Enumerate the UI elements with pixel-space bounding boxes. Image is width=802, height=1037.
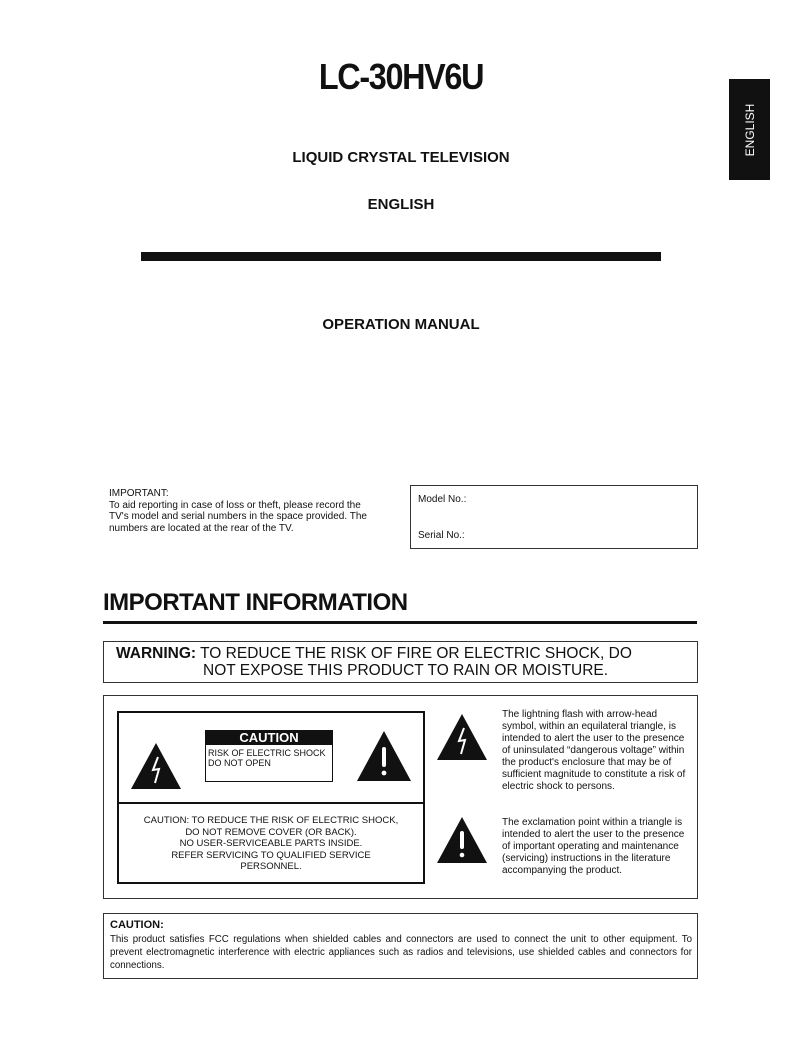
caution-label-graphic: [117, 711, 425, 884]
product-subtitle: LIQUID CRYSTAL TELEVISION: [292, 149, 510, 166]
warning-line2: NOT EXPOSE THIS PRODUCT TO RAIN OR MOISTURE.: [203, 662, 609, 679]
warning-box: [103, 641, 698, 683]
caution-divider: [119, 802, 423, 804]
important-text: To aid reporting in case of loss or theft, please record the TV's model and serial numbers in the space provided. The numbers are located at the rear of the TV.: [109, 499, 367, 534]
record-box: [410, 485, 698, 549]
caution-notice-line: DO NOT REMOVE COVER (OR BACK).: [185, 826, 357, 838]
important-note: [109, 488, 379, 534]
model-number-label: Model No.:: [418, 494, 467, 505]
model-title: LC-30HV6U: [318, 56, 484, 97]
symbols-box: [103, 695, 698, 899]
caution-notice-line: NO USER-SERVICEABLE PARTS INSIDE.: [179, 838, 363, 849]
fcc-caution-box: [103, 913, 698, 979]
side-tab-label: ENGLISH: [742, 103, 757, 156]
section-rule: [103, 621, 697, 624]
fcc-caution-text: This product satisfies FCC regulations when shielded cables and connectors are used to connect the unit to other equipment. To prevent electromagnetic interference with electric appliances such as radios and televisions, use shielded cables and connectors for connections.: [110, 934, 692, 971]
section-title: IMPORTANT INFORMATION: [103, 589, 408, 616]
important-label: IMPORTANT:: [109, 488, 169, 499]
serial-number-label: Serial No.:: [418, 530, 465, 541]
manual-heading: OPERATION MANUAL: [322, 316, 480, 333]
language-heading: ENGLISH: [367, 196, 435, 213]
caution-notice-line: PERSONNEL.: [240, 861, 302, 872]
caution-sticker-title: CAUTION: [206, 731, 332, 745]
fcc-caution-title: CAUTION:: [110, 919, 164, 931]
caution-sticker-line1: RISK OF ELECTRIC SHOCK: [208, 748, 326, 758]
lightning-triangle-icon: [131, 743, 181, 789]
lightning-explanation: The lightning flash with arrow-head symbol, within an equilateral triangle, is intended to alert the user to the presence of uninsulated “dangerous voltage” within the product's enclosure that may be of sufficient magnitude to constitute a risk of electric shock to persons.: [502, 709, 686, 792]
caution-sticker: [205, 730, 333, 782]
caution-notice: [119, 815, 423, 873]
exclamation-triangle-icon: [357, 731, 411, 781]
lightning-symbol-icon: [437, 714, 487, 760]
warning-line1: TO REDUCE THE RISK OF FIRE OR ELECTRIC SHOCK, DO: [200, 645, 632, 662]
exclamation-symbol-icon: [437, 817, 487, 863]
warning-label: WARNING:: [116, 645, 197, 662]
divider-bar: [141, 252, 661, 261]
caution-sticker-line2: DO NOT OPEN: [208, 758, 271, 768]
caution-notice-line: REFER SERVICING TO QUALIFIED SERVICE: [171, 849, 371, 861]
caution-notice-line: CAUTION: TO REDUCE THE RISK OF ELECTRIC SHOCK,: [143, 815, 399, 826]
exclamation-explanation: The exclamation point within a triangle is intended to alert the user to the presence of important operating and maintenance (servicing) instructions in the literature accompanying the product.: [502, 817, 685, 876]
